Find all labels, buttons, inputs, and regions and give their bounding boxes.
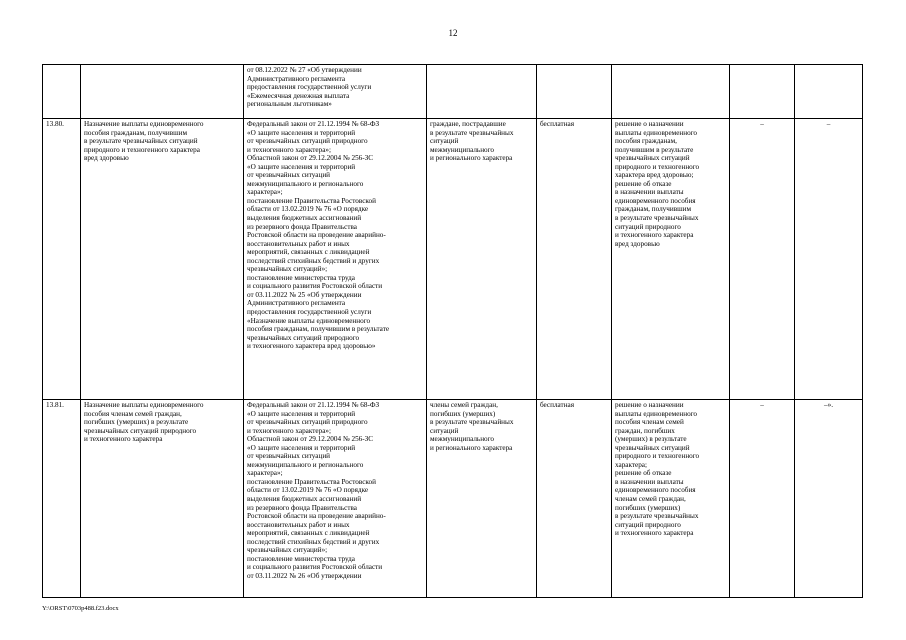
cell-line: единовременного пособия — [615, 196, 696, 205]
cell-line: пособия гражданам, — [615, 137, 677, 146]
cell-number: 13.81. — [43, 400, 81, 598]
services-table — [42, 64, 863, 598]
cell-line: чрезвычайных ситуаций природного — [84, 426, 197, 435]
cell-line: граждане, пострадавшие — [430, 120, 506, 128]
cell-line: Административного регламента — [247, 74, 346, 83]
cell-line: и техногенного характера»; — [247, 426, 331, 435]
cell-line: в назначении выплаты — [615, 188, 684, 197]
cell-line: ситуаций — [430, 426, 459, 435]
cell-legal-basis — [244, 65, 427, 119]
cell-line: «Ежемесячная денежная выплата — [247, 91, 350, 100]
cell-line: ситуаций — [430, 137, 459, 146]
cell-line: решение об отказе — [615, 179, 672, 188]
cell-line: и техногенного характера — [615, 231, 694, 240]
cell-line: «О защите населения и территорий — [247, 162, 356, 171]
cell-payment — [537, 65, 612, 119]
cell-col8: –». — [795, 400, 863, 598]
cell-line: выделения бюджетных ассигнований — [247, 495, 362, 504]
cell-line: и регионального характера — [430, 443, 513, 452]
cell-recipients — [427, 400, 537, 598]
cell-line: Назначение выплаты единовременного — [84, 120, 204, 128]
cell-line: Ростовской области на проведение аварийно- — [247, 512, 386, 521]
cell-line: бесплатная — [540, 401, 575, 409]
cell-recipients — [427, 65, 537, 119]
cell-line: от чрезвычайных ситуаций природного — [247, 418, 368, 427]
cell-line: последствий стихийных бедствий и других — [247, 537, 380, 546]
cell-payment — [537, 119, 612, 400]
cell-line: членам семей граждан, — [615, 495, 686, 504]
cell-line: «О защите населения и территорий — [247, 409, 356, 418]
cell-line: ситуаций природного — [615, 222, 681, 231]
table-row — [43, 119, 863, 400]
cell-legal-basis — [244, 119, 427, 400]
cell-result — [612, 119, 730, 400]
cell-line: погибших (умерших) — [615, 503, 681, 512]
cell-line: единовременного пособия — [615, 486, 696, 495]
cell-line: Административного регламента — [247, 299, 346, 308]
cell-line: выделения бюджетных ассигнований — [247, 214, 362, 223]
cell-line: выплаты единовременного — [615, 409, 698, 418]
cell-result — [612, 65, 730, 119]
cell-line: и техногенного характера вред здоровью» — [247, 342, 376, 351]
cell-line: в назначении выплаты — [615, 477, 684, 486]
cell-line: предоставления государственной услуги — [247, 308, 372, 317]
cell-line: чрезвычайных ситуаций природного — [247, 333, 360, 342]
cell-line: Федеральный закон от 21.12.1994 № 68-ФЗ — [247, 120, 380, 128]
cell-line: Областной закон от 29.12.2004 № 256-ЗС — [247, 154, 374, 163]
cell-line: предоставления государственной услуги — [247, 83, 372, 92]
cell-line: из резервного фонда Правительства — [247, 503, 357, 512]
cell-line: Ростовской области на проведение аварийно- — [247, 231, 386, 240]
cell-line: ситуаций природного — [615, 520, 681, 529]
cell-line: получившим в результате — [615, 145, 694, 154]
cell-line: области от 13.02.2019 № 76 «О порядке — [247, 205, 369, 214]
cell-line: «Назначение выплаты единовременного — [247, 316, 371, 325]
cell-line: характера»; — [247, 188, 283, 197]
cell-line: «О защите населения и территорий — [247, 443, 356, 452]
cell-col7: – — [730, 400, 795, 598]
cell-line: и социального развития Ростовской области — [247, 282, 383, 291]
cell-line: выплаты единовременного — [615, 128, 698, 137]
cell-line: Федеральный закон от 21.12.1994 № 68-ФЗ — [247, 401, 380, 409]
cell-line: межмуниципального и регионального — [247, 179, 364, 188]
cell-line: из резервного фонда Правительства — [247, 222, 357, 231]
cell-line: мероприятий, связанных с ликвидацией — [247, 529, 370, 538]
cell-col7: – — [730, 119, 795, 400]
cell-line: бесплатная — [540, 120, 575, 128]
cell-line: и техногенного характера — [615, 529, 694, 538]
cell-line: пособия гражданам, получившим в результате — [247, 325, 390, 334]
cell-line: от 08.12.2022 № 27 «Об утверждении — [247, 66, 362, 74]
cell-legal-basis — [244, 400, 427, 598]
cell-line: пособия гражданам, получившим — [84, 128, 188, 137]
cell-number — [43, 65, 81, 119]
cell-line: постановление министерства труда — [247, 273, 355, 282]
cell-recipients — [427, 119, 537, 400]
cell-payment — [537, 400, 612, 598]
cell-line: в результате чрезвычайных — [430, 418, 514, 427]
cell-line: в результате чрезвычайных — [615, 512, 699, 521]
cell-line: решение об отказе — [615, 469, 672, 478]
cell-line: области от 13.02.2019 № 76 «О порядке — [247, 486, 369, 495]
cell-line: вред здоровью — [615, 239, 660, 248]
cell-line: последствий стихийных бедствий и других — [247, 256, 380, 265]
cell-line: (умерших) в результате — [615, 435, 687, 444]
file-path-footer: Y:\ORST\0703p488.f23.docx — [42, 605, 119, 612]
cell-line: межмуниципального — [430, 145, 494, 154]
cell-line: в результате чрезвычайных — [615, 214, 699, 223]
cell-line: граждан, погибших — [615, 426, 675, 435]
cell-line: решение о назначении — [615, 120, 684, 128]
cell-line: чрезвычайных ситуаций»; — [247, 546, 328, 555]
cell-line: восстановительных работ и иных — [247, 520, 350, 529]
cell-line: «О защите населения и территорий — [247, 128, 356, 137]
cell-line: региональным льготникам» — [247, 100, 332, 109]
cell-line: члены семей граждан, — [430, 401, 498, 409]
cell-line: и социального развития Ростовской области — [247, 563, 383, 572]
cell-line: в результате чрезвычайных ситуаций — [84, 137, 198, 146]
cell-line: природного и техногенного характера — [84, 145, 200, 154]
cell-line: от чрезвычайных ситуаций — [247, 171, 331, 180]
cell-line: в результате чрезвычайных — [430, 128, 514, 137]
table-row — [43, 65, 863, 119]
cell-line: чрезвычайных ситуаций — [615, 443, 690, 452]
cell-line: чрезвычайных ситуаций — [615, 154, 690, 163]
cell-line: Областной закон от 29.12.2004 № 256-ЗС — [247, 435, 374, 444]
cell-line: постановление Правительства Ростовской — [247, 196, 376, 205]
cell-line: от чрезвычайных ситуаций — [247, 452, 331, 461]
cell-line: от 03.11.2022 № 26 «Об утверждении — [247, 571, 362, 580]
cell-service-name — [81, 119, 244, 400]
cell-line: и техногенного характера»; — [247, 145, 331, 154]
cell-service-name — [81, 65, 244, 119]
cell-col7 — [730, 65, 795, 119]
cell-line: Назначение выплаты единовременного — [84, 401, 204, 409]
page-number: 12 — [448, 28, 458, 38]
cell-line: постановление министерства труда — [247, 554, 355, 563]
cell-line: от чрезвычайных ситуаций природного — [247, 137, 368, 146]
table-row — [43, 400, 863, 598]
cell-line: погибших (умерших) — [430, 409, 496, 418]
cell-line: от 03.11.2022 № 25 «Об утверждении — [247, 290, 362, 299]
cell-number: 13.80. — [43, 119, 81, 400]
cell-line: постановление Правительства Ростовской — [247, 477, 376, 486]
cell-line: погибших (умерших) в результате — [84, 418, 189, 427]
cell-line: межмуниципального — [430, 435, 494, 444]
cell-line: восстановительных работ и иных — [247, 239, 350, 248]
cell-col8: – — [795, 119, 863, 400]
cell-line: гражданам, получившим — [615, 205, 692, 214]
cell-line: характера; — [615, 460, 647, 469]
cell-line: решение о назначении — [615, 401, 684, 409]
cell-line: пособия членам семей граждан, — [84, 409, 182, 418]
cell-line: чрезвычайных ситуаций»; — [247, 265, 328, 274]
cell-line: характера»; — [247, 469, 283, 478]
cell-line: мероприятий, связанных с ликвидацией — [247, 248, 370, 257]
cell-col8 — [795, 65, 863, 119]
cell-line: характера вред здоровью; — [615, 171, 694, 180]
cell-line: и техногенного характера — [84, 435, 163, 444]
cell-line: природного и техногенного — [615, 162, 700, 171]
cell-result — [612, 400, 730, 598]
cell-line: и регионального характера — [430, 154, 513, 163]
cell-line: природного и техногенного — [615, 452, 700, 461]
cell-line: межмуниципального и регионального — [247, 460, 364, 469]
cell-service-name — [81, 400, 244, 598]
cell-line: вред здоровью — [84, 154, 129, 163]
cell-line: пособия членам семей — [615, 418, 684, 427]
